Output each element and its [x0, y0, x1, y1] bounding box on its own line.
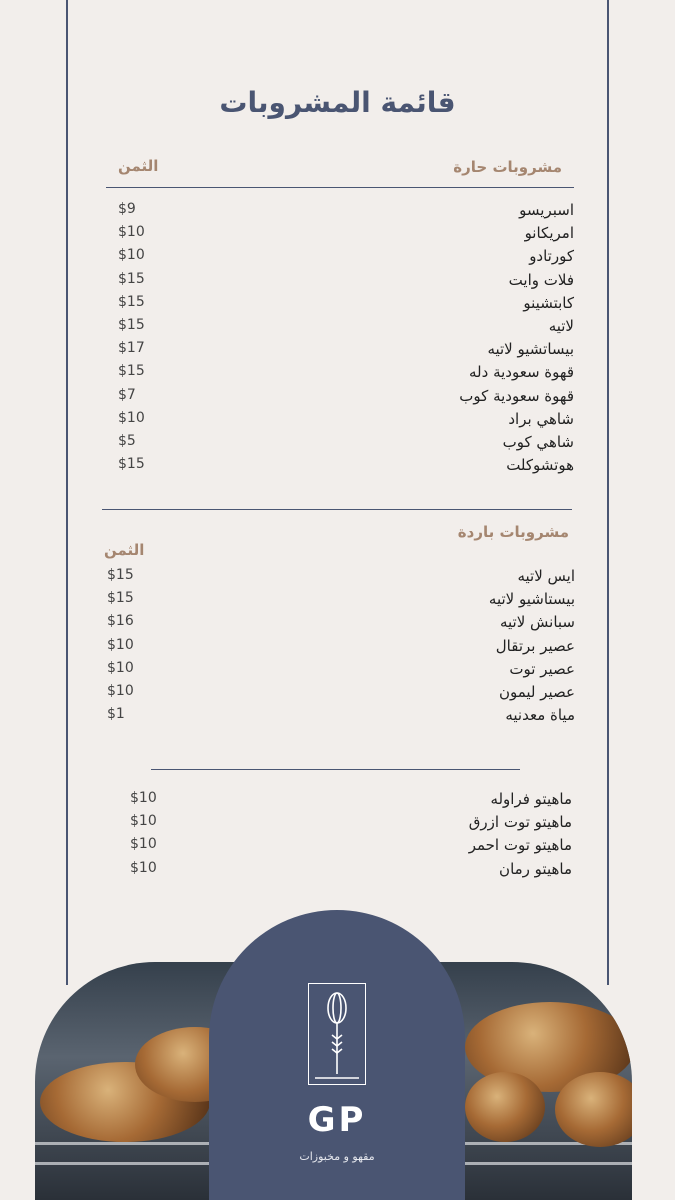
- cold-item-name: بيستاشيو لاتيه: [488, 590, 575, 609]
- hot-item-price: $10: [118, 409, 145, 426]
- cold-row: [107, 660, 575, 682]
- hot-row: [118, 271, 574, 293]
- brand-logo-text: GP: [307, 1100, 367, 1140]
- hot-row: [118, 247, 574, 269]
- hot-item-price: $7: [118, 386, 136, 403]
- cold-item-name: سبانش لاتيه: [499, 613, 575, 632]
- hot-row: [118, 456, 574, 478]
- cold-row: [107, 683, 575, 705]
- hot-item-name: قهوة سعودية كوب: [459, 386, 574, 405]
- hot-item-name: لاتيه: [548, 317, 574, 335]
- mojito-row: [130, 860, 572, 882]
- hot-item-price: $10: [118, 247, 145, 264]
- cold-item-price: $15: [107, 567, 134, 583]
- section-divider-1: [102, 509, 572, 510]
- hot-item-name: اسبريسو: [519, 201, 574, 219]
- hot-divider: [106, 187, 574, 188]
- cold-item-name: عصير توت: [509, 659, 575, 678]
- hot-drinks-heading: مشروبات حارة: [453, 158, 562, 176]
- hot-row: [118, 294, 574, 316]
- mojito-item-price: $10: [130, 813, 157, 830]
- hot-item-name: كابتشينو: [523, 293, 574, 312]
- mojito-item-price: $10: [130, 859, 157, 876]
- mojito-row: [130, 790, 572, 812]
- cold-row: [107, 590, 575, 612]
- hot-item-name: شاهي كوب: [502, 433, 574, 451]
- cold-item-price: $15: [107, 590, 134, 607]
- hot-item-price: $9: [118, 201, 136, 217]
- cold-item-price: $10: [107, 683, 134, 699]
- mojito-row: [130, 813, 572, 835]
- hot-row: [118, 340, 574, 362]
- mojito-row: [130, 836, 572, 858]
- frame-left-line: [66, 0, 68, 985]
- hot-item-name: بيساتشيو لاتيه: [487, 340, 574, 359]
- cold-item-price: $16: [107, 613, 134, 630]
- whisk-wheat-icon: [308, 983, 366, 1085]
- hot-item-name: قهوة سعودية دله: [469, 363, 574, 382]
- cold-item-price: $1: [107, 706, 125, 723]
- hot-row: [118, 224, 574, 246]
- cold-drinks-heading: مشروبات باردة: [457, 523, 569, 541]
- hot-row: [118, 363, 574, 385]
- mojito-item-name: ماهيتو توت ازرق: [468, 813, 572, 832]
- cold-price-heading: الثمن: [104, 541, 145, 559]
- menu-title: قائمة المشروبات: [219, 86, 456, 119]
- hot-item-name: كورتادو: [529, 247, 574, 266]
- hot-row: [118, 387, 574, 409]
- cold-row: [107, 567, 575, 589]
- cold-item-name: ايس لاتيه: [517, 567, 575, 585]
- frame-right-line: [607, 0, 609, 985]
- mojito-item-price: $10: [130, 836, 157, 853]
- mojito-item-name: ماهيتو فراوله: [490, 790, 572, 808]
- hot-item-price: $17: [118, 340, 145, 357]
- hot-item-name: هوتشوكلت: [506, 456, 574, 475]
- hot-item-name: شاهي براد: [508, 409, 574, 428]
- section-divider-2: [151, 769, 520, 770]
- hot-row: [118, 317, 574, 339]
- hot-row: [118, 410, 574, 432]
- mojito-item-price: $10: [130, 790, 157, 806]
- cold-row: [107, 613, 575, 635]
- cold-item-name: مياة معدنيه: [505, 706, 575, 725]
- brand-tagline: مقهو و مخبوزات: [299, 1150, 375, 1163]
- cold-row: [107, 706, 575, 728]
- hot-item-name: امريكانو: [524, 224, 574, 243]
- hot-item-price: $15: [118, 317, 145, 333]
- mojito-item-name: ماهيتو توت احمر: [468, 836, 572, 855]
- cold-item-name: عصير ليمون: [498, 683, 575, 701]
- hot-row: [118, 201, 574, 223]
- hot-item-price: $10: [118, 224, 145, 241]
- hot-item-price: $5: [118, 433, 136, 449]
- cold-item-price: $10: [107, 659, 134, 676]
- mojito-item-name: ماهيتو رمان: [499, 859, 572, 878]
- cold-item-name: عصير برتقال: [495, 636, 575, 655]
- hot-item-price: $15: [118, 363, 145, 380]
- hot-item-price: $15: [118, 270, 145, 287]
- hot-item-name: فلات وايت: [508, 270, 574, 289]
- hot-price-heading: الثمن: [118, 157, 159, 175]
- hot-item-price: $15: [118, 456, 145, 473]
- cold-row: [107, 637, 575, 659]
- hot-row: [118, 433, 574, 455]
- hot-item-price: $15: [118, 293, 145, 310]
- cold-item-price: $10: [107, 636, 134, 653]
